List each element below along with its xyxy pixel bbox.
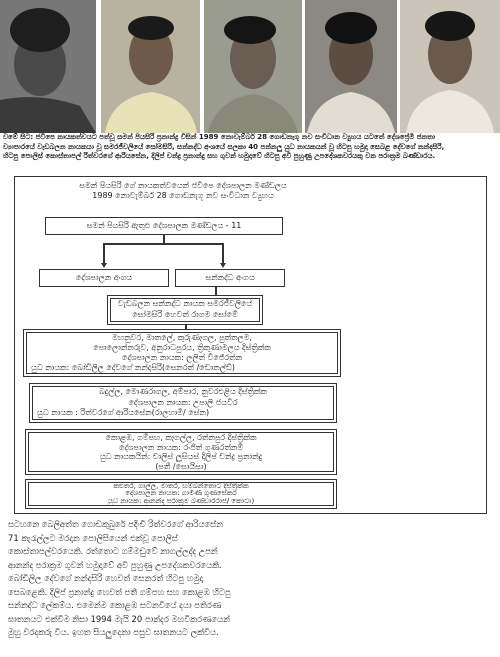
organization-chart bbox=[14, 176, 487, 514]
region-box-4 bbox=[25, 479, 337, 509]
acting-leader-inner bbox=[110, 298, 260, 322]
portrait-5-image bbox=[400, 0, 500, 133]
region-2-line-1: බදුල්ල, මොණරාගල, අම්පාර, නුවරඑළිය දිස්ත්‍රික්ක bbox=[98, 387, 268, 396]
region-4-line-1: කළුතර, ගාල්ල, මාතර, හම්බන්තොට දිස්ත්‍රික්ක bbox=[113, 483, 249, 490]
portrait-photo-2 bbox=[101, 0, 200, 133]
region-4-inner bbox=[28, 482, 334, 506]
caption-line-1: වමේ සිට: ජවිපෙ නායකත්වයට පත්වූ සමන් පියසිරි ප්‍රනාන්දු විසින් 1989 නොවැම්බර් 28 ගොඩනැගූ නව සංවිධාන ව්‍යුහය යටතේ දේශප්‍රේමී ජනතා bbox=[3, 133, 436, 141]
acting-leader-line-1: වැඩබලන සන්නද්ධ නායක සමරජීවලියේ bbox=[117, 299, 253, 308]
politburo-box bbox=[45, 217, 283, 235]
armed-wing-label: සන්නද්ධ අංගය bbox=[205, 273, 255, 282]
body-line-3: කොස්තාපල්වරයෙකි. රත්තොට ගම්මඩුවේ නාගල්ලද්ද උපන් bbox=[8, 546, 218, 556]
region-3-line-2: දේශපාලන නායක: රංජිත් ගුණරත්නම් bbox=[118, 442, 244, 452]
body-line-8: ඝාතනයට එක්වීම නිසා 1994 මැයි 20 පාන්දර මහවිකරණයෙන් bbox=[8, 613, 230, 624]
caption-line-3: හිටපු පොලිස් කොස්තාපල් රිත්වරගේ ආරියසේන, දිලිප් චන්ද්‍ර ප්‍රනාන්දු සහ ගුවන් හමුදාවේ හිටපු අවි පුහුණු උපදේශකවරයකු වන පරාක්‍රම බණ්ඩාරය. bbox=[3, 152, 436, 161]
region-2-inner bbox=[32, 386, 334, 420]
region-3-line-4: (පතී /සොයිසා) bbox=[155, 461, 207, 471]
portrait-photo-3 bbox=[204, 0, 302, 133]
body-line-2: 71 කැරැල්ලට මරදාන පොලිසියෙන් එක්වූ පොලිස් bbox=[8, 532, 178, 543]
chart-title-line-2: 1989 නොවැම්බර් 28 ගොඩනැගූ නව සංවිධාන ව්‍යුහය bbox=[92, 191, 274, 200]
portrait-photo-1 bbox=[0, 0, 96, 133]
connector-right bbox=[222, 243, 224, 265]
portrait-strip bbox=[0, 0, 500, 133]
caption-line-2: ව්‍යාපාරයේ වැඩබලන නායකයා වූ සමරජීවලියේ සෝමසිරි, සන්නද්ධ අංශයේ සලකා 40 පන්නලු යුධ නායකයන් වූ හිටපු හමුදා සෙබළ දේවගේ නන්දසිරි, bbox=[3, 142, 445, 151]
portrait-2-image bbox=[101, 0, 200, 133]
chart-title-line-1: සමන් පියසිරි ගේ නායකත්වයෙන් ජවිපෙ දේශපාලන මණ්ඩලය bbox=[79, 181, 287, 190]
region-1-line-3: දේශපාලන නායක: ලලිත් විජේරත්න bbox=[121, 353, 243, 362]
body-line-7: සන්නද්ධ ලේකම්ය. එමෙන්ම කොළඹ සටනවියේ දයා පතිරණ bbox=[8, 600, 222, 610]
body-line-5: බෝඩිලිල දේවගේ නන්දසිරි හෙවත් සෙනරත් හිටපු හමුදා bbox=[8, 573, 204, 583]
body-line-4: ආනන්ද පරාක්‍රම ගුවන් හමුදාවේ අවි පුහුණු උපදේශකවරයෙකි. bbox=[8, 559, 222, 570]
acting-leader-line-2: සෝමසිරි හෙවත් රාගම සෝමේ bbox=[132, 309, 238, 319]
region-2-line-3: යුධ නායක : රිත්වරගේ ආරියසේන(රාලහාමි/ සේන) bbox=[37, 408, 210, 417]
body-line-1: සටහනෙ බෙලිඅත්ත ගොඩකුබුරේ පදිංචි රිත්වරගේ ආරියසේන bbox=[8, 519, 223, 529]
region-box-1 bbox=[23, 329, 341, 377]
portrait-1-image bbox=[0, 0, 96, 133]
portrait-photo-4 bbox=[305, 0, 397, 133]
portrait-photo-5 bbox=[400, 0, 500, 133]
arrow-right bbox=[220, 263, 226, 268]
region-1-line-1: මහනුවර, මාතලේ, කුරුණෑගල, පුත්තලම, bbox=[112, 333, 252, 342]
connector-left bbox=[103, 243, 105, 265]
acting-leader-box bbox=[107, 295, 263, 325]
body-line-6: සෙබළෙකි. දිලිප් ප්‍රනාන්දු හෙවත් පතී ගම්පහ සහ කොළඹ හිටපු bbox=[8, 586, 231, 597]
region-1-line-2: පොලොන්නරුව, අනුරාධපුරය, ත්‍රිකුණාමලය දිස්ත්‍රික්ක bbox=[93, 343, 271, 352]
region-3-inner bbox=[28, 432, 334, 472]
chart-title bbox=[33, 181, 333, 207]
region-1-line-4: යුධ නායක: බෝඩිලිල දේවගේ නන්දසිරි(සෙනරත් /ඩොනල්ඩ්) bbox=[31, 363, 235, 372]
connector-split bbox=[103, 243, 223, 245]
region-3-line-1: කොළඹ, ගම්පහ, කෑගල්ල, රත්නපුර දිස්ත්‍රික්ක bbox=[105, 433, 257, 442]
region-3-line-3: යුධ නායකයින්: චාලිස් ලූසියස් දිලිප් චන්ද්‍ර ප්‍රනාන්දු bbox=[99, 452, 263, 461]
connector-armed bbox=[215, 287, 217, 295]
region-box-3 bbox=[25, 429, 337, 475]
region-box-2 bbox=[29, 383, 337, 423]
region-1-inner bbox=[26, 332, 338, 374]
photo-caption bbox=[3, 133, 497, 173]
politburo-label: සමන් පියසිරි ඇතුළු දේශපාලන මණ්ඩලය - 11 bbox=[86, 221, 242, 230]
body-line-9: මුහු වරදකරු විය. ඉහත සියලුදෙනා පසුව ඝාතනයට ලක්විය. bbox=[8, 627, 219, 637]
region-4-line-2: දේශපාලන නායක: ගාමිණී ගුණසේකර bbox=[125, 490, 237, 498]
arrow-left bbox=[101, 263, 107, 268]
article-body bbox=[8, 518, 494, 640]
region-4-line-3: යුධ නායක: ආනන්ද පරාක්‍රම බණ්ඩාරරාජ/ කොටා) bbox=[107, 497, 255, 505]
political-wing-box bbox=[39, 269, 169, 287]
political-wing-label: දේශපාලන අංගය bbox=[75, 273, 133, 282]
portrait-4-image bbox=[305, 0, 397, 133]
connector-top bbox=[163, 235, 165, 243]
armed-wing-box bbox=[175, 269, 285, 287]
region-2-line-2: දේශපාලන නායක: උපාලි ජයවීර bbox=[128, 397, 238, 407]
portrait-3-image bbox=[204, 0, 302, 133]
